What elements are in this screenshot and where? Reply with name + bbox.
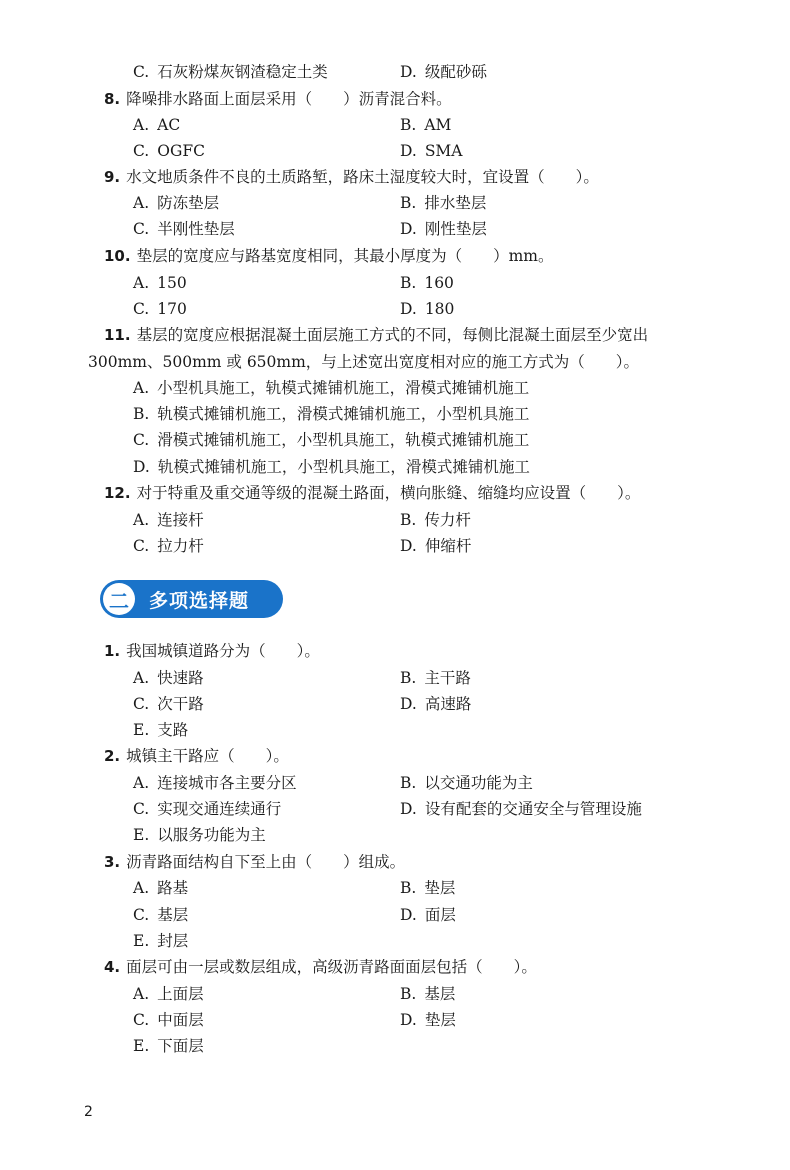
question-12: 12. 对于特重及重交通等级的混凝土路面，横向胀缝、缩缝均应设置（ ）。	[104, 484, 641, 502]
option-d: D. 刚性垫层	[400, 220, 487, 238]
option-a: A. 上面层	[133, 985, 204, 1003]
option-b: B. 轨模式摊铺机施工，滑模式摊铺机施工，小型机具施工	[133, 405, 530, 423]
option-b: B. AM	[400, 116, 452, 134]
option-d: D. 180	[400, 300, 455, 318]
option-b: B. 基层	[400, 985, 456, 1003]
option-d: D. 面层	[400, 906, 456, 924]
option-a: A. 连接杆	[133, 511, 204, 529]
option-c: C. 滑模式摊铺机施工，小型机具施工，轨模式摊铺机施工	[133, 431, 530, 449]
option-d: D. 垫层	[400, 1011, 456, 1029]
option-a: A. 快速路	[133, 669, 204, 687]
option-c: C. 半刚性垫层	[133, 220, 235, 238]
option-c: C. 170	[133, 300, 187, 318]
option-e: E. 支路	[133, 721, 189, 739]
question-2: 2. 城镇主干路应（ ）。	[104, 747, 289, 765]
option-d: D. 级配砂砾	[400, 63, 487, 81]
option-c: C. 次干路	[133, 695, 204, 713]
option-a: A. 路基	[133, 879, 189, 897]
question-1: 1. 我国城镇道路分为（ ）。	[104, 642, 320, 660]
option-d: D. 轨模式摊铺机施工，小型机具施工，滑模式摊铺机施工	[133, 458, 530, 476]
option-d: D. 伸缩杆	[400, 537, 472, 555]
option-b: B. 160	[400, 274, 454, 292]
option-d: D. 高速路	[400, 695, 472, 713]
option-c: C. 实现交通连续通行	[133, 800, 282, 818]
section-title: 多项选择题	[149, 589, 250, 612]
question-9: 9. 水文地质条件不良的土质路堑，路床土湿度较大时，宜设置（ ）。	[104, 168, 599, 186]
option-e: E. 以服务功能为主	[133, 826, 266, 844]
option-b: B. 垫层	[400, 879, 456, 897]
option-a: A. 小型机具施工，轨模式摊铺机施工，滑模式摊铺机施工	[133, 379, 530, 397]
option-a: A. AC	[133, 116, 181, 134]
option-e: E. 下面层	[133, 1037, 204, 1055]
option-b: B. 排水垫层	[400, 194, 487, 212]
question-11: 11. 基层的宽度应根据混凝土面层施工方式的不同，每侧比混凝土面层至少宽出	[104, 326, 649, 344]
option-e: E. 封层	[133, 932, 189, 950]
question-11-continuation: 300mm、500mm 或 650mm，与上述宽出宽度相对应的施工方式为（ ）。	[88, 353, 640, 371]
option-b: B. 以交通功能为主	[400, 774, 533, 792]
option-c: C. 中面层	[133, 1011, 204, 1029]
question-4: 4. 面层可由一层或数层组成，高级沥青路面面层包括（ ）。	[104, 958, 537, 976]
question-10: 10. 垫层的宽度应与路基宽度相同，其最小厚度为（ ）mm。	[104, 247, 554, 265]
page-number: 2	[84, 1104, 93, 1120]
option-c: C. 石灰粉煤灰钢渣稳定土类	[133, 63, 328, 81]
option-b: B. 主干路	[400, 669, 471, 687]
option-b: B. 传力杆	[400, 511, 471, 529]
option-c: C. 拉力杆	[133, 537, 204, 555]
option-a: A. 连接城市各主要分区	[133, 774, 297, 792]
section-number-badge: 二	[103, 583, 135, 615]
option-c: C. OGFC	[133, 142, 205, 160]
section-banner	[100, 580, 283, 618]
option-d: D. SMA	[400, 142, 463, 160]
question-3: 3. 沥青路面结构自下至上由（ ）组成。	[104, 853, 406, 871]
option-a: A. 150	[133, 274, 187, 292]
question-8: 8. 降噪排水路面上面层采用（ ）沥青混合料。	[104, 90, 452, 108]
option-d: D. 设有配套的交通安全与管理设施	[400, 800, 642, 818]
option-c: C. 基层	[133, 906, 189, 924]
option-a: A. 防冻垫层	[133, 194, 220, 212]
